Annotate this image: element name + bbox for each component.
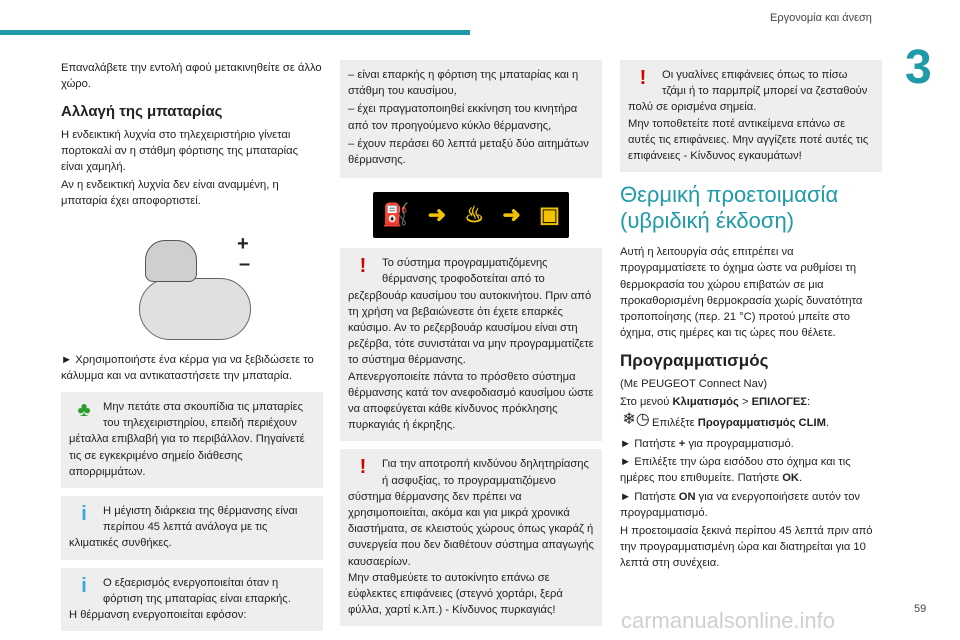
warning-note-1-text-a: Το σύστημα προγραμματιζόμενης θέρμανσης τροφοδοτείται από το ρεζερβουάρ καυσίμου του αυτοκινήτου. Πριν από τη χρήση να βεβαιώνεστε ότι έχετε επαρκές καύσιμο. Αν το ρεζερβουάρ καυσίμου είναι στη ρεζέρβα, τότε συνιστάται να μην προγραμματίζετε το σύστημα θέρμανσης. [348,257,594,367]
arrow-icon: ➜ [502,202,521,228]
column-1 [61,60,323,639]
info-note-2-text-b: Η θέρμανση ενεργοποιείται εφόσον: [69,609,247,622]
condition-2: – έχει πραγματοποιηθεί εκκίνηση του κινητήρα από τον προηγούμενο κύκλο θέρμανσης, [348,103,578,132]
battery-paragraph-2: Αν η ενδεικτική λυχνία δεν είναι αναμμένη, η μπαταρία έχει αποφορτιστεί. [61,179,279,208]
clock-fan-icon: ❄◷ [622,411,650,429]
warning-note-2-text-a: Για την αποτροπή κινδύνου δηλητηρίασης ή ασφυξίας, το προγραμματιζόμενο σύστημα θέρμανσης δεν πρέπει να χρησιμοποιείται, ακόμα και για μικρά χρονικά διαστήματα, σε κλειστούς χώρους όπως γκαράζ ή συνεργεία που δεν διαθέτουν σύστημα απαγωγής καυσαερίων. [348,458,594,568]
programming-heading: Προγραμματισμός [620,351,769,371]
programming-final: Η προετοιμασία ξεκινά περίπου 45 λεπτά πριν από την προγραμματισμένη ώρα και διατηρείται για 10 λεπτά στη συνέχεια. [620,525,873,570]
programming-step-3: ► Πατήστε ON για να ενεργοποιήσετε αυτόν τον προγραμματισμό. [620,489,882,521]
watermark: carmanualsonline.info [621,608,836,633]
section-header: Εργονομία και άνεση [770,12,872,24]
programming-step-1: ► Πατήστε + για προγραμματισμό. [620,436,882,452]
eco-note [61,392,323,488]
condition-1: – είναι επαρκής η φόρτιση της μπαταρίας και η στάθμη του καυσίμου, [348,69,579,98]
fuel-pump-icon: ⛽ [382,202,410,228]
warning-note-2 [340,449,602,626]
programming-step-2: ► Επιλέξτε την ώρα εισόδου στο όχημα και τις ημέρες που επιθυμείτε. Πατήστε OK. [620,454,882,486]
info-note-2-text-a: Ο εξαερισμός ενεργοποιείται όταν η φόρτιση της μπαταρίας είναι επαρκής. [103,576,291,605]
warning-note-1-text-b: Απενεργοποιείτε πάντα το πρόσθετο σύστημα θέρμανσης κατά τον ανεφοδιασμό καυσίμου ώστε να αποφεύγεται κάθε κίνδυνος πρόκλησης πυρκαγιάς ή έκρηξης. [348,370,594,432]
info-icon: i [81,503,87,526]
warning-icon: ! [359,456,367,479]
manual-book-icon: ▣ [539,202,560,228]
battery-heading: Αλλαγή της μπαταρίας [61,103,223,121]
arrow-icon: ➜ [427,202,447,228]
thermal-prep-paragraph: Αυτή η λειτουργία σάς επιτρέπει να προγραμματίσετε το όχημα ώστε να ρυθμίσει τη θερμοκρασία του χώρου επιβατών σε μια προκαθορισμένη θερμοκρασία χωρίς δυνατότητα τροποποίησης (περ. 21 °C) προτού μπείτε στο όχημα, στις ημέρες και τις ώρες που θέλετε. [620,246,863,340]
tree-icon: ♣ [77,399,91,422]
clim-select-row [620,412,882,434]
info-note-1 [61,496,323,560]
top-accent-bar [0,30,470,35]
warning-note-3 [620,60,882,172]
condition-3: – έχουν περάσει 60 λεπτά μεταξύ δύο αιτημάτων θέρμανσης. [348,137,589,167]
info-note-2 [61,568,323,632]
column-2 [340,60,602,634]
minus-sign: – [239,252,251,275]
warning-icon: ! [639,67,647,89]
intro-text: Επαναλάβετε την εντολή αφού μετακινηθείτε σε άλλο χώρο. [61,62,322,91]
battery-cap [145,240,197,282]
heater-icon: ♨ [464,202,485,228]
info-icon: i [81,574,87,597]
page-number: 59 [914,603,927,615]
plus-sign: + [237,232,249,255]
battery-step: ► Χρησιμοποιήστε ένα κέρμα για να ξεβιδώσετε το κάλυμμα και να αντικαταστήσετε την μπαταρία. [61,352,323,384]
conditions-box [340,60,602,178]
column-3 [620,60,882,574]
menu-path: Στο μενού Κλιματισμός > ΕΠΙΛΟΓΕΣ: [620,395,811,408]
select-instruction: Επιλέξτε Προγραμματισμός CLIM. [652,416,830,429]
programming-subtitle: (Με PEUGEOT Connect Nav) [620,377,768,390]
warning-icon: ! [359,255,367,278]
warning-note-1 [340,248,602,441]
warning-note-3-text-a: Οι γυαλίνες επιφάνειες όπως το πίσω τζάμι ή το παρμπρίζ μπορεί να ζεσταθούν πολύ σε ορισμένα σημεία. [628,69,868,114]
thermal-prep-heading: Θερμική προετοιμασία (υβριδική έκδοση) [620,182,839,234]
battery-paragraph-1: Η ενδεικτική λυχνία στο τηλεχειριστήριο γίνεται πορτοκαλί αν η στάθμη φόρτισης της μπαταρίας είναι χαμηλή. [61,128,298,174]
info-note-1-text: Η μέγιστη διάρκεια της θέρμανσης είναι περίπου 45 λεπτά ανάλογα με τις κλιματικές συνθήκες. [69,505,298,550]
remote-battery-illustration [61,226,323,346]
warning-note-2-text-b: Μην σταθμεύετε το αυτοκίνητο επάνω σε εύφλεκτες επιφάνειες (στεγνό χορτάρι, ξερά φύλλα, χαρτί κ.λπ.) - Κίνδυνος πυρκαγιάς! [348,571,563,617]
chapter-number: 3 [905,41,932,94]
remote-body [139,278,251,340]
warning-symbols-panel [373,192,569,238]
warning-note-3-text-b: Μην τοποθετείτε ποτέ αντικείμενα επάνω σε αυτές τις επιφάνειες. Μην αγγίζετε ποτέ αυτές τις επιφάνειες - Κίνδυνος εγκαυμάτων! [628,117,869,163]
eco-note-text: Μην πετάτε στα σκουπίδια τις μπαταρίες του τηλεχειριστηρίου, επειδή περιέχουν μέταλλα επιβλαβή για το περιβάλλον. Πηγαίνετέ τις σε εγκεκριμένο σημείο διάθεσης απορριμμάτων. [69,401,305,478]
